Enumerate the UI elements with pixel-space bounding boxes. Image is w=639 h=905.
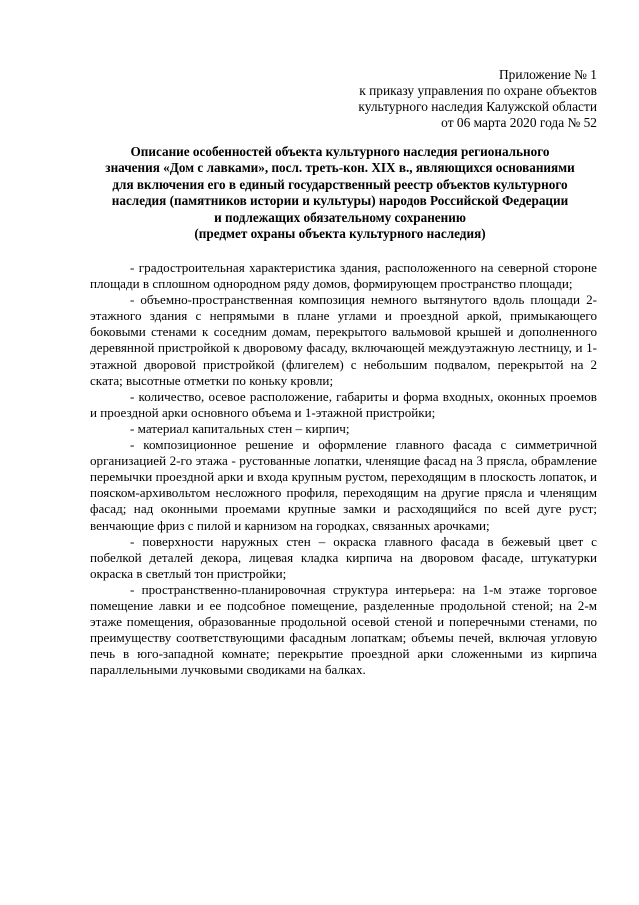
list-item: - материал капитальных стен – кирпич; [130, 420, 350, 436]
appendix-header [358, 67, 597, 131]
list-item: - объемно-пространственная композиция немного вытянутого вдоль площади 2-этажного здания с непрямыми в плане углами и проездной аркой, примыкающего боковыми стенами к соседним домам, перекрытого вальмовой крышей и дополненного деревянной пристройкой к дворовому фасаду, включающей междуэтажную лестницу, и 1-этажной дворовой пристройкой (флигелем) с небольшим подвалом, перекрытой на 2 ската; высотные отметки по коньку кровли; [90, 292, 597, 388]
appendix-authority: культурного наследия Калужской области [358, 99, 597, 114]
document-title [80, 144, 600, 242]
document-body [90, 260, 597, 678]
title-line: наследия (памятников истории и культуры) народов Российской Федерации [111, 193, 569, 209]
list-item: - композиционное решение и оформление главного фасада с симметричной организацией 2-го этажа - рустованные лопатки, членящие фасад на 3 прясла, обрамление перемычки проездной арки и входа крупным рустом, переходящим в плоскость лопаток, и пояском-архивольтом несложного профиля, переходящим на другие прясла и членящим фасад; над оконными проемами крупные замки и расходящийся по всей дуге руст; венчающие фриз с пилой и карнизом на городках, связанных арочками; [90, 437, 597, 533]
list-item: - градостроительная характеристика здания, расположенного на северной стороне площади в сплошном однородном ряду домов, формирующем пространство площади; [90, 260, 597, 292]
title-line: и подлежащих обязательному сохранению [214, 209, 466, 225]
list-item: - поверхности наружных стен – окраска главного фасада в бежевый цвет с побелкой деталей декора, лицевая кладка кирпича на дворовом фасаде, штукатурки окраска в светлый тон пристройки; [90, 533, 597, 581]
title-line: значения «Дом с лавками», посл. треть-кон. XIX в., являющихся основаниями [105, 160, 575, 176]
title-line: для включения его в единый государственный реестр объектов культурного [112, 176, 568, 192]
title-line: (предмет охраны объекта культурного наследия) [194, 226, 486, 242]
list-item: - пространственно-планировочная структура интерьера: на 1-м этаже торговое помещение лавки и ее подсобное помещение, разделенные продольной стеной; на 2-м этаже помещения, образованные продольной осевой стеной и поперечными стенами, по преимуществу соответствующими фасадным лопаткам; объемы печей, включая угловую печь в юго-западной комнате; перекрытие проездной арки сложенными из кирпича параллельными лучковыми сводиками на балках. [90, 581, 597, 678]
appendix-date: от 06 марта 2020 года № 52 [441, 115, 597, 130]
list-item: - количество, осевое расположение, габариты и форма входных, оконных проемов и проездной арки основного объема и 1-этажной пристройки; [90, 388, 597, 420]
appendix-number: Приложение № 1 [498, 67, 597, 82]
appendix-order-ref: к приказу управления по охране объектов [359, 83, 597, 98]
title-line: Описание особенностей объекта культурного наследия регионального [130, 144, 550, 159]
